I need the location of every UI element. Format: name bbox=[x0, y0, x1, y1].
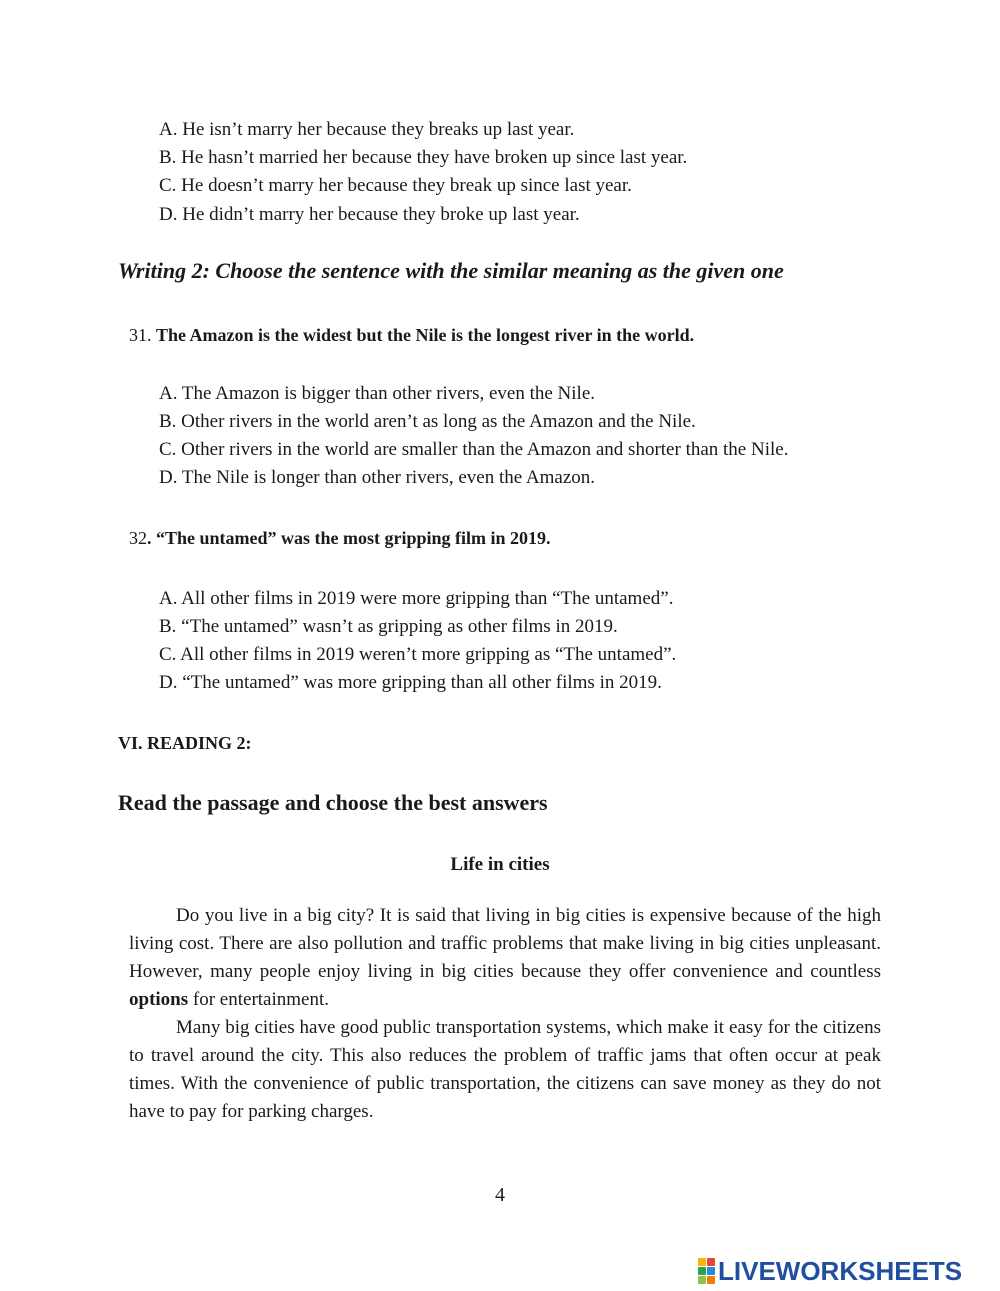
prev-option-b[interactable]: B. He hasn’t married her because they have broken up since last year. bbox=[159, 147, 688, 168]
passage-paragraph-2: Many big cities have good public transportation systems, which make it easy for the citizens to travel around the city. This also reduces the problem of traffic jams that often occur at peak times. With the convenience of public transportation, the citizens can save money as they do not have to pay for parking charges. bbox=[129, 1017, 881, 1122]
question-32-text: . “The untamed” was the most gripping film in 2019. bbox=[147, 528, 551, 548]
q32-option-b[interactable]: B. “The untamed” wasn’t as gripping as other films in 2019. bbox=[159, 616, 618, 637]
p1-text-after: for entertainment. bbox=[188, 989, 329, 1010]
q32-option-a[interactable]: A. All other films in 2019 were more gripping than “The untamed”. bbox=[159, 588, 674, 609]
writing2-heading: Writing 2: Choose the sentence with the similar meaning as the given one bbox=[118, 258, 784, 283]
liveworksheets-logo-icon bbox=[698, 1258, 715, 1284]
question-32 bbox=[129, 526, 551, 550]
p1-bold-word: options bbox=[129, 989, 189, 1010]
passage-title: Life in cities bbox=[450, 854, 550, 875]
prev-option-c[interactable]: C. He doesn’t marry her because they break up since last year. bbox=[159, 175, 632, 196]
q31-option-d[interactable]: D. The Nile is longer than other rivers, even the Amazon. bbox=[159, 467, 595, 488]
q31-option-b[interactable]: B. Other rivers in the world aren’t as long as the Amazon and the Nile. bbox=[159, 411, 696, 432]
q32-option-c[interactable]: C. All other films in 2019 weren’t more gripping as “The untamed”. bbox=[159, 644, 677, 665]
liveworksheets-logo-text: LIVEWORKSHEETS bbox=[718, 1255, 963, 1286]
question-31-text: The Amazon is the widest but the Nile is the longest river in the world. bbox=[156, 325, 695, 345]
prev-option-d[interactable]: D. He didn’t marry her because they broke up last year. bbox=[159, 204, 580, 225]
reading2-instruction: Read the passage and choose the best answers bbox=[118, 790, 548, 815]
reading2-section-title: VI. READING 2: bbox=[118, 733, 252, 753]
q31-option-c[interactable]: C. Other rivers in the world are smaller than the Amazon and shorter than the Nile. bbox=[159, 439, 789, 460]
q31-option-a[interactable]: A. The Amazon is bigger than other rivers, even the Nile. bbox=[159, 383, 595, 404]
question-31 bbox=[129, 323, 694, 347]
question-31-number: 31. bbox=[129, 325, 152, 345]
liveworksheets-logo bbox=[698, 1256, 962, 1286]
p1-text-before: Do you live in a big city? It is said that living in big cities is expensive because of the high living cost. There are also pollution and traffic problems that make living in big cities unpleasant. However, many people enjoy living in big cities because they offer convenience and countless bbox=[129, 905, 881, 982]
prev-option-a[interactable]: A. He isn’t marry her because they breaks up last year. bbox=[159, 119, 575, 140]
passage-paragraph-1 bbox=[129, 902, 881, 1014]
question-32-number: 32 bbox=[129, 528, 147, 548]
q32-option-d[interactable]: D. “The untamed” was more gripping than all other films in 2019. bbox=[159, 672, 662, 693]
passage-body bbox=[129, 902, 881, 1126]
page-number: 4 bbox=[495, 1184, 505, 1206]
